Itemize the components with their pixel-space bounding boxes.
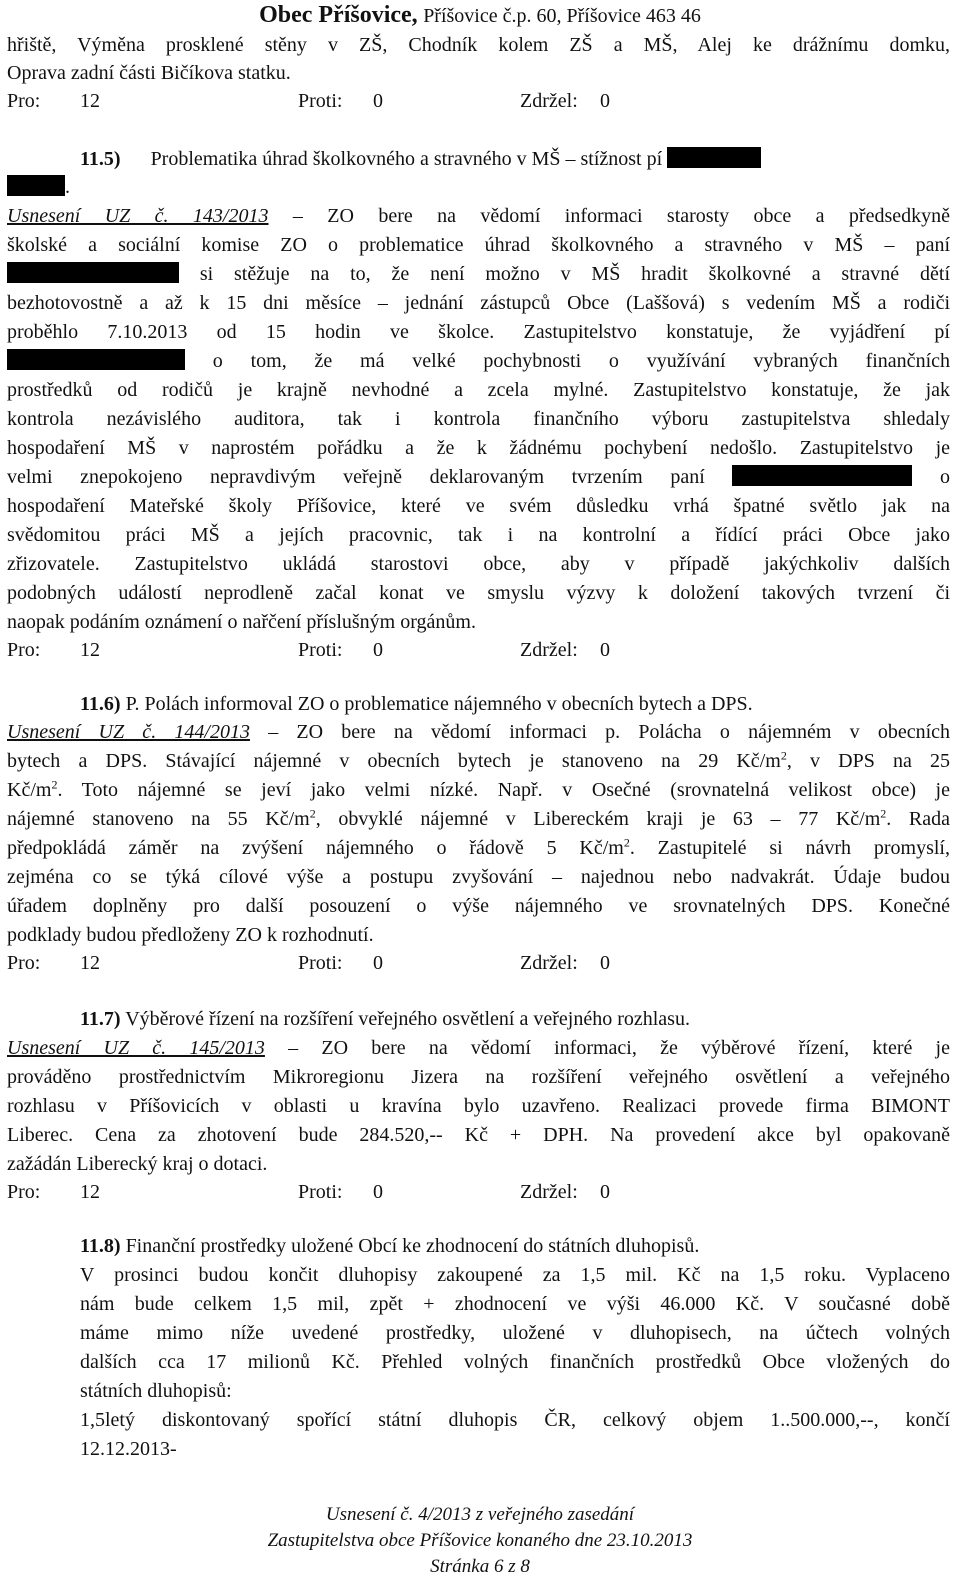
paragraph-line: kontrola nezávislého auditora, tak i kontrola finančního výboru zastupitelstva shledaly — [7, 408, 950, 430]
paragraph-line — [7, 807, 950, 831]
paragraph-line: Liberec. Cena za zhotovení bude 284.520,-- Kč + DPH. Na provedení akce byl opakovaně — [7, 1124, 950, 1146]
footer-line: Usnesení č. 4/2013 z veřejného zasedání — [325, 1504, 635, 1525]
paragraph-line — [7, 1036, 950, 1060]
vote-proti-label: Proti: — [298, 639, 343, 661]
paragraph-line: naopak podáním oznámení o nařčení příslušným orgánům. — [7, 611, 476, 633]
header-address: Příšovice č.p. 60, Příšovice 463 46 — [423, 5, 701, 27]
top-text-line: Oprava zadní části Bičíkova statku. — [7, 62, 291, 84]
paragraph-line: nám bude celkem 1,5 mil, zpět + zhodnocení ve výši 46.000 Kč. V současné době — [80, 1293, 950, 1315]
text: nájemné stanoveno na 55 Kč/m — [7, 808, 310, 830]
text: . Zastupitelé si návrh promyslí, — [629, 837, 950, 859]
section-number: 11.6) — [80, 693, 121, 715]
paragraph-line — [7, 836, 950, 860]
vote-proti-label: Proti: — [298, 952, 343, 974]
section-number: 11.5) — [80, 148, 121, 170]
paragraph-line: hospodaření MŠ v naprostém pořádku a že k žádnému pochybení nedošlo. Zastupitelstvo je — [7, 437, 950, 459]
text: . Rada — [886, 808, 950, 830]
vote-zdrzel-label: Zdržel: — [520, 90, 578, 112]
resolution-label: Usnesení UZ č. 143/2013 — [7, 205, 269, 227]
vote-zdrzel-label: Zdržel: — [520, 1181, 578, 1203]
paragraph-line — [7, 749, 950, 773]
vote-proti-value: 0 — [373, 952, 383, 974]
vote-pro-label: Pro: — [7, 639, 41, 661]
paragraph-line: podklady budou předloženy ZO k rozhodnutí. — [7, 924, 374, 946]
vote-zdrzel-value: 0 — [600, 639, 610, 661]
paragraph-line: dalších cca 17 milionů Kč. Přehled volných finančních prostředků Obce vložených do — [80, 1351, 950, 1373]
text: o — [940, 466, 951, 488]
paragraph-line: úřadem doplněny pro další posouzení o výše nájemného ve srovnatelných DPS. Konečné — [7, 895, 950, 917]
paragraph-line: podobných událostí neprodleně začal konat ve smyslu výzvy k doložení takových tvrzení či — [7, 582, 950, 604]
superscript: 2 — [880, 806, 887, 821]
vote-zdrzel-value: 0 — [600, 952, 610, 974]
paragraph-line: hospodaření Mateřské školy Příšovice, které ve svém důsledku vrhá špatné světlo jak na — [7, 495, 950, 517]
vote-pro-value: 12 — [80, 1181, 100, 1203]
section-heading — [80, 692, 950, 716]
footer-line: Zastupitelstva obce Příšovice konaného dne 23.10.2013 — [267, 1530, 693, 1551]
paragraph-line — [7, 175, 950, 199]
redaction-box — [667, 147, 761, 168]
resolution-label: Usnesení UZ č. 144/2013 — [7, 721, 250, 743]
redaction-box — [7, 262, 179, 283]
paragraph-line: zažádán Liberecký kraj o dotaci. — [7, 1153, 268, 1175]
vote-pro-value: 12 — [80, 952, 100, 974]
text: , obvyklé nájemné v Libereckém kraji je 63 – 77 Kč/m — [315, 808, 881, 830]
text: bytech a DPS. Stávající nájemné v obecních bytech je stanoveno na 29 Kč/m — [7, 750, 781, 772]
text: Kč/m — [7, 779, 52, 801]
paragraph-line — [7, 349, 950, 373]
text: – ZO bere na vědomí informaci p. Polácha o nájemném v obecních — [268, 721, 951, 743]
section-number: 11.8) — [80, 1235, 121, 1257]
text: – ZO bere na vědomí informaci, že výběrové řízení, které je — [288, 1037, 950, 1059]
vote-zdrzel-label: Zdržel: — [520, 639, 578, 661]
vote-zdrzel-value: 0 — [600, 1181, 610, 1203]
page-header — [0, 2, 960, 29]
text: o tom, že má velké pochybnosti o využívání vybraných finančních — [212, 350, 950, 372]
paragraph-line — [7, 204, 950, 228]
redaction-box — [732, 465, 912, 486]
vote-zdrzel-value: 0 — [600, 90, 610, 112]
section-heading — [80, 1007, 950, 1031]
vote-proti-label: Proti: — [298, 1181, 343, 1203]
period: . — [65, 176, 70, 198]
page-number: Stránka 6 z 8 — [430, 1556, 530, 1577]
superscript: 2 — [780, 748, 787, 763]
top-text-line: hřiště, Výměna prosklené stěny v ZŠ, Chodník kolem ZŠ a MŠ, Alej ke drážnímu domku, — [7, 34, 950, 56]
text: – ZO bere na vědomí informaci starosty obce a předsedkyně — [292, 205, 951, 227]
section-title: Problematika úhrad školkovného a stravného v MŠ – stížnost pí — [150, 148, 663, 170]
paragraph-line: 12.12.2013- — [80, 1438, 177, 1460]
section-number: 11.7) — [80, 1008, 121, 1030]
resolution-label: Usnesení UZ č. 145/2013 — [7, 1037, 265, 1059]
redaction-box — [7, 175, 65, 196]
vote-proti-value: 0 — [373, 1181, 383, 1203]
section-title: Výběrové řízení na rozšíření veřejného osvětlení a veřejného rozhlasu. — [125, 1008, 690, 1030]
redaction-box — [7, 349, 185, 370]
section-title: Finanční prostředky uložené Obcí ke zhodnocení do státních dluhopisů. — [125, 1235, 700, 1257]
paragraph-line: rozhlasu v Příšovicích v oblasti u kravína bylo uzavřeno. Realizaci provede firma BIMONT — [7, 1095, 950, 1117]
paragraph-line: prováděno prostřednictvím Mikroregionu Jizera na rozšíření veřejného osvětlení a veřejného — [7, 1066, 950, 1088]
vote-pro-label: Pro: — [7, 952, 41, 974]
paragraph-line: zřizovatele. Zastupitelstvo ukládá starostovi obce, aby v případě jakýchkoliv dalších — [7, 553, 950, 575]
paragraph-line — [7, 262, 950, 286]
superscript: 2 — [51, 777, 58, 792]
section-heading — [80, 1234, 950, 1258]
paragraph-line — [7, 720, 950, 744]
paragraph-line: státních dluhopisů: — [80, 1380, 232, 1402]
header-municipality: Obec Příšovice, — [259, 2, 418, 28]
section-heading — [80, 147, 950, 171]
vote-pro-value: 12 — [80, 90, 100, 112]
paragraph-line: máme mimo níže uvedené prostředky, uložené v dluhopisech, na účtech volných — [80, 1322, 950, 1344]
vote-pro-value: 12 — [80, 639, 100, 661]
paragraph-line: svědomitou práci MŠ a jejích pracovnic, tak i na kontrolní a řídící práci Obce jako — [7, 524, 950, 546]
text: předpokládá záměr na zvýšení nájemného o řádově 5 Kč/m — [7, 837, 624, 859]
paragraph-line — [7, 465, 950, 489]
paragraph-line: školské a sociální komise ZO o problematice úhrad školkovného a stravného v MŠ – paní — [7, 234, 950, 256]
section-title: P. Polách informoval ZO o problematice nájemného v obecních bytech a DPS. — [125, 693, 753, 715]
vote-proti-value: 0 — [373, 90, 383, 112]
paragraph-line: zejména co se týká cílové výše a postupu zvyšování – najednou nebo nadvakrát. Údaje budou — [7, 866, 950, 888]
paragraph-line: prostředků od rodičů je krajně nevhodné a zcela mylné. Zastupitelstvo konstatuje, že jak — [7, 379, 950, 401]
vote-pro-label: Pro: — [7, 1181, 41, 1203]
paragraph-line — [7, 778, 950, 802]
paragraph-line: V prosinci budou končit dluhopisy zakoupené za 1,5 mil. Kč na 1,5 roku. Vyplaceno — [80, 1264, 950, 1286]
paragraph-line: 1,5letý diskontovaný spořící státní dluhopis ČR, celkový objem 1..500.000,--, končí — [80, 1409, 950, 1431]
text: . Toto nájemné se jeví jako velmi nízké. Např. v Osečné (srovnatelná velikost obce) je — [57, 779, 950, 801]
text: si stěžuje na to, že není možno v MŠ hradit školkovné a stravné dětí — [199, 263, 950, 285]
vote-proti-label: Proti: — [298, 90, 343, 112]
vote-zdrzel-label: Zdržel: — [520, 952, 578, 974]
superscript: 2 — [623, 835, 630, 850]
vote-pro-label: Pro: — [7, 90, 41, 112]
vote-proti-value: 0 — [373, 639, 383, 661]
superscript: 2 — [309, 806, 316, 821]
paragraph-line: proběhlo 7.10.2013 od 15 hodin ve školce. Zastupitelstvo konstatuje, že vyjádření pí — [7, 321, 950, 343]
text: velmi znepokojeno nepravdivým veřejně deklarovaným tvrzením paní — [7, 466, 705, 488]
paragraph-line: bezhotovostně a až k 15 dni měsíce – jednání zástupců Obce (Laššová) s vedením MŠ a rodiči — [7, 292, 950, 314]
text: , v DPS na 25 — [786, 750, 950, 772]
